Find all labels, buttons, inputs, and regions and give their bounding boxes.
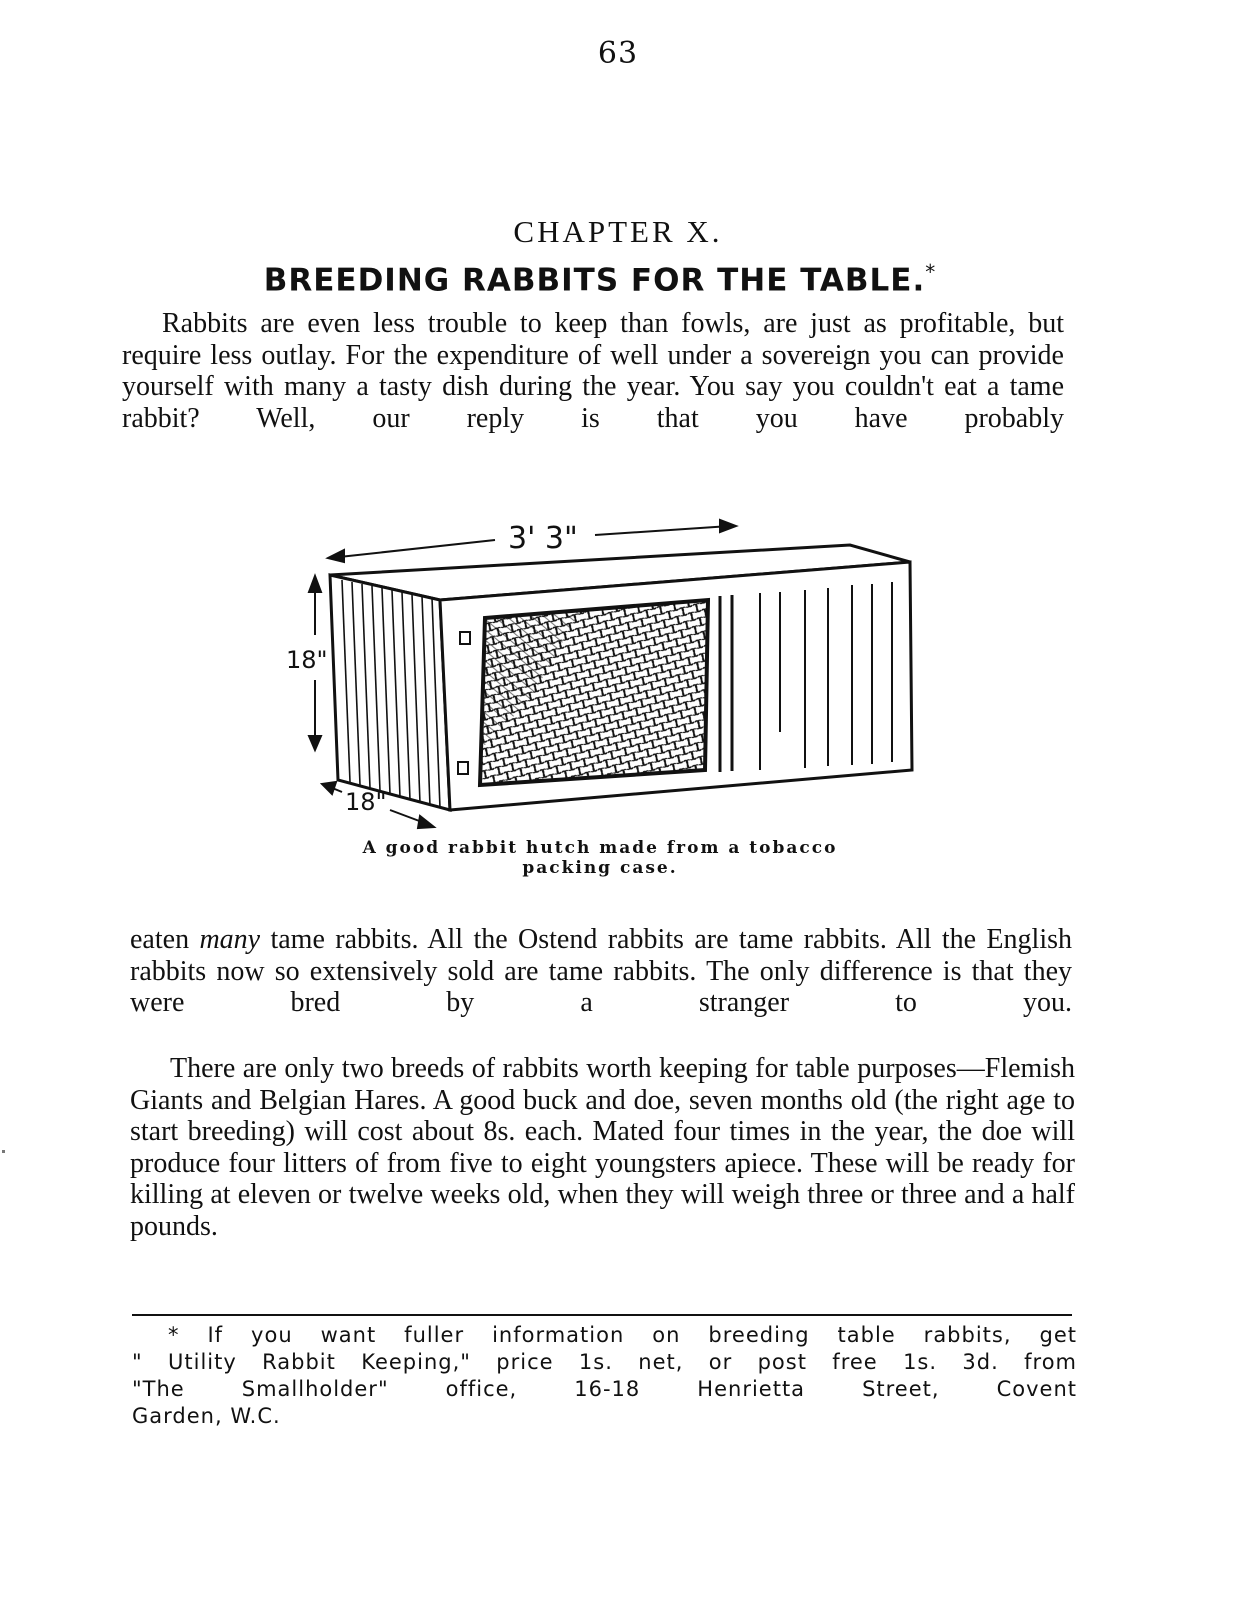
chapter-title <box>160 260 1040 298</box>
paragraph-intro: Rabbits are even less trouble to keep than fowls, are just as profitable, but require less outlay. For the expenditure of well under a sovereign you can provide yourself with many a tasty dish during the year. You say you couldn't eat a tame rabbit? Well, our reply is that you have probably <box>122 308 1064 434</box>
depth-label: 18" <box>345 788 387 816</box>
scan-speck <box>2 1150 5 1153</box>
rabbit-hutch-illustration <box>280 500 940 830</box>
chapter-title-text: BREEDING RABBITS FOR THE TABLE. <box>263 262 926 299</box>
footnote-line-4: Garden, W.C. <box>132 1404 281 1428</box>
p2-after: tame rabbits. All the Ostend rabbits are tame rabbits. All the English rabbits now so extensively sold are tame rabbits. The only difference is that they were bred by a stranger to you. <box>130 924 1072 1018</box>
chapter-label: CHAPTER X. <box>513 214 723 249</box>
paragraph-breeds: There are only two breeds of rabbits worth keeping for table purposes—Flemish Giants and Belgian Hares. A good buck and doe, seven months old (the right age to start breeding) will cost about 8s. each. Mated four times in the year, the doe will produce four litters of from five to eight youngsters apiece. These will be ready for killing at eleven or twelve weeks old, when they will weigh three or three and a half pounds. <box>130 1053 1075 1242</box>
footnote-line-1: * If you want fuller information on breeding table rabbits, get <box>168 1323 1077 1347</box>
height-label: 18" <box>286 646 328 674</box>
page-number: 63 <box>597 36 639 71</box>
p2-before: eaten <box>130 924 190 955</box>
footnote-marker: * <box>925 260 937 284</box>
footnote-line-3: "The Smallholder" office, 16-18 Henrietta Street, Covent <box>132 1377 1077 1401</box>
caption-line-2: packing case. <box>522 858 678 878</box>
paragraph-tame-rabbits <box>130 924 1072 1019</box>
caption-line-1: A good rabbit hutch made from a tobacco <box>362 838 838 858</box>
length-label: 3' 3" <box>508 521 578 556</box>
footnote-line-2: " Utility Rabbit Keeping," price 1s. net, or post free 1s. 3d. from <box>132 1350 1077 1374</box>
footnote-divider <box>132 1314 1072 1316</box>
p2-emphasis: many <box>199 924 261 955</box>
figure-caption <box>300 838 900 878</box>
footnote <box>132 1322 1077 1430</box>
